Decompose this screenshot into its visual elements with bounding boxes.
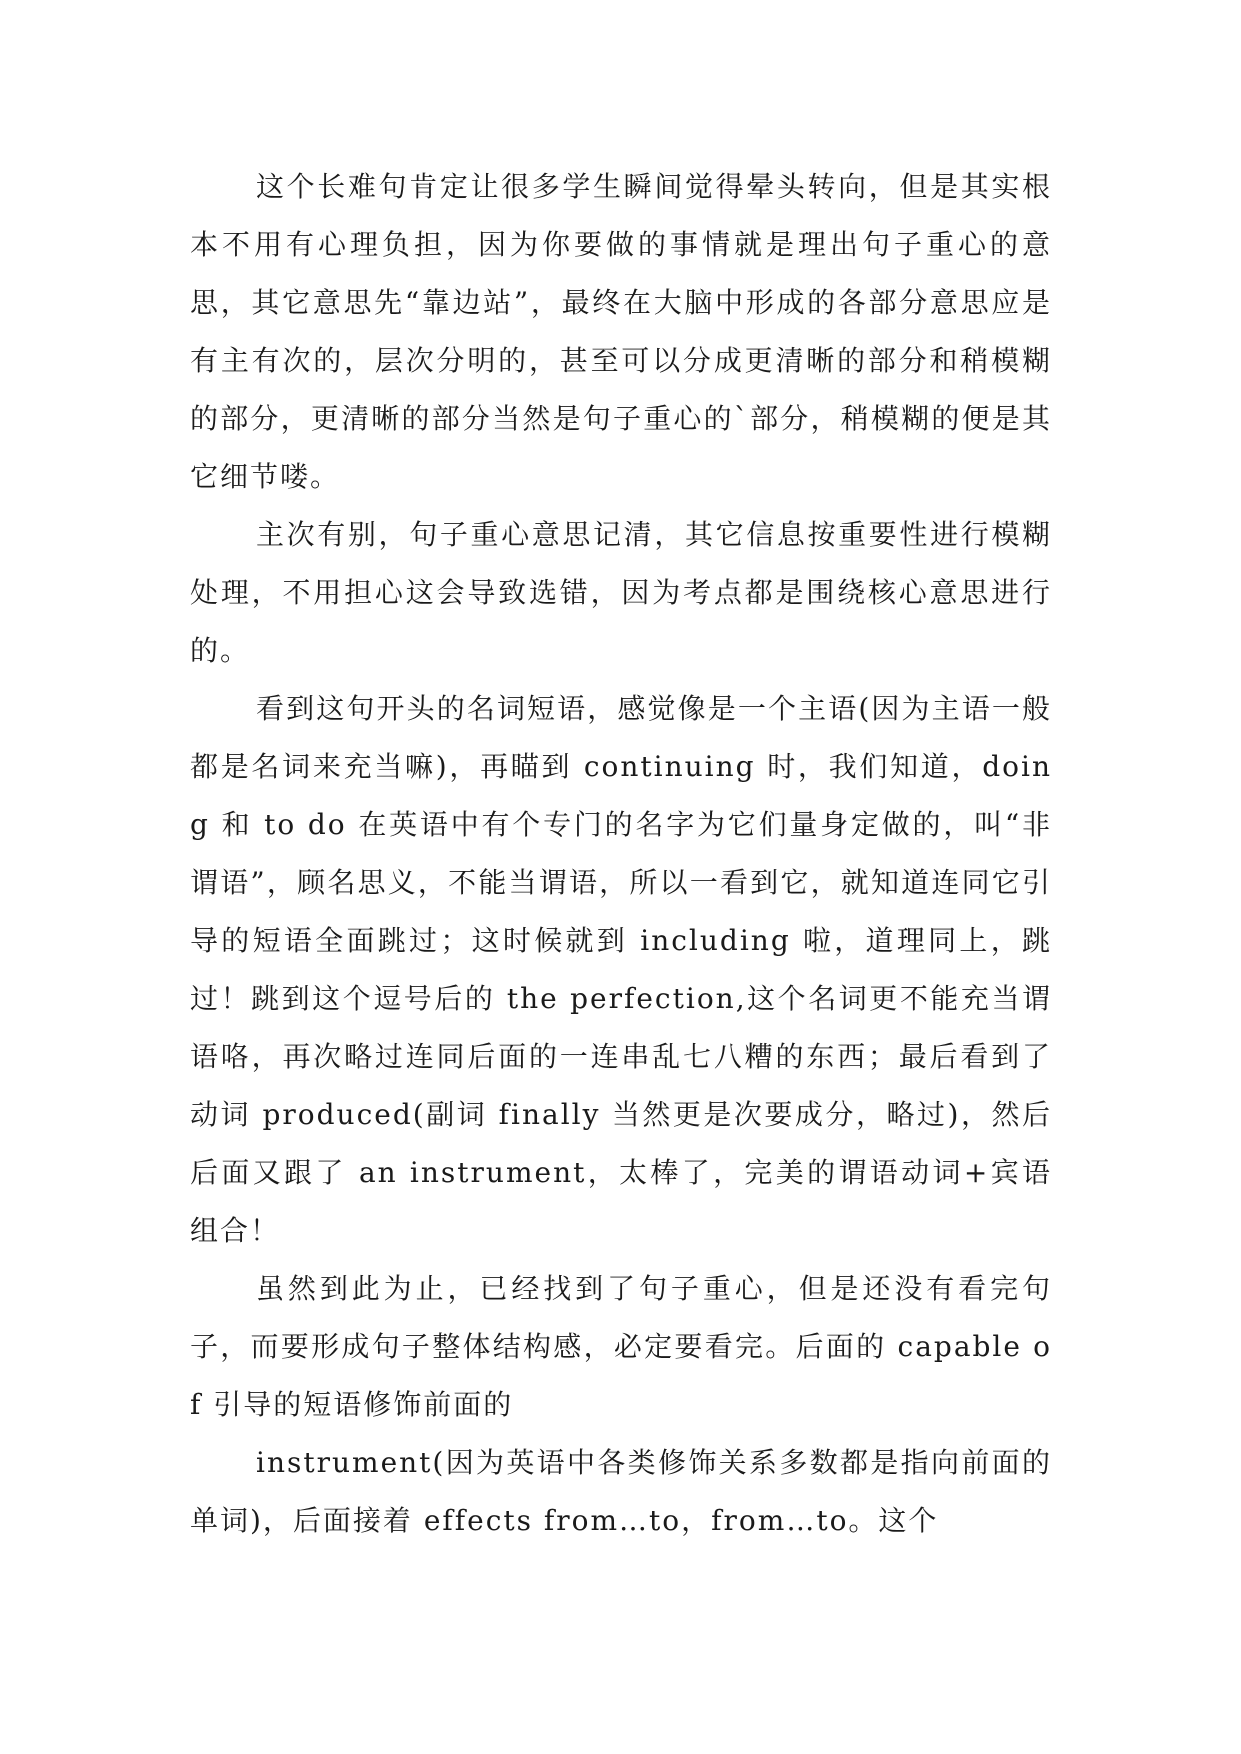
paragraph-4: 虽然到此为止，已经找到了句子重心，但是还没有看完句子，而要形成句子整体结构感，必定要看完。后面的 capable of 引导的短语修饰前面的 — [190, 1272, 1052, 1421]
document-body — [190, 158, 1052, 1550]
paragraph-5: instrument(因为英语中各类修饰关系多数都是指向前面的单词)，后面接着 effects from…to，from…to。这个 — [190, 1446, 1052, 1537]
paragraph-3: 看到这句开头的名词短语，感觉像是一个主语(因为主语一般都是名词来充当嘛)，再瞄到 continuing 时，我们知道，doing 和 to do 在英语中有个专门的名字为它们量身定做的，叫“非谓语”，顾名思义，不能当谓语，所以一看到它，就知道连同它引导的短语全面跳过；这时候就到 including 啦，道理同上，跳过！跳到这个逗号后的 the perfection,这个名词更不能充当谓语咯，再次略过连同后面的一连串乱七八糟的东西；最后看到了动词 produced(副词 finally 当然更是次要成分，略过)，然后后面又跟了 an instrument，太棒了，完美的谓语动词+宾语组合！ — [190, 692, 1052, 1247]
paragraph-1: 这个长难句肯定让很多学生瞬间觉得晕头转向，但是其实根本不用有心理负担，因为你要做的事情就是理出句子重心的意思，其它意思先“靠边站”，最终在大脑中形成的各部分意思应是有主有次的，层次分明的，甚至可以分成更清晰的部分和稍模糊的部分，更清晰的部分当然是句子重心的`部分，稍模糊的便是其它细节喽。 — [190, 170, 1052, 493]
paragraph-2: 主次有别，句子重心意思记清，其它信息按重要性进行模糊处理，不用担心这会导致选错，因为考点都是围绕核心意思进行的。 — [190, 518, 1052, 667]
